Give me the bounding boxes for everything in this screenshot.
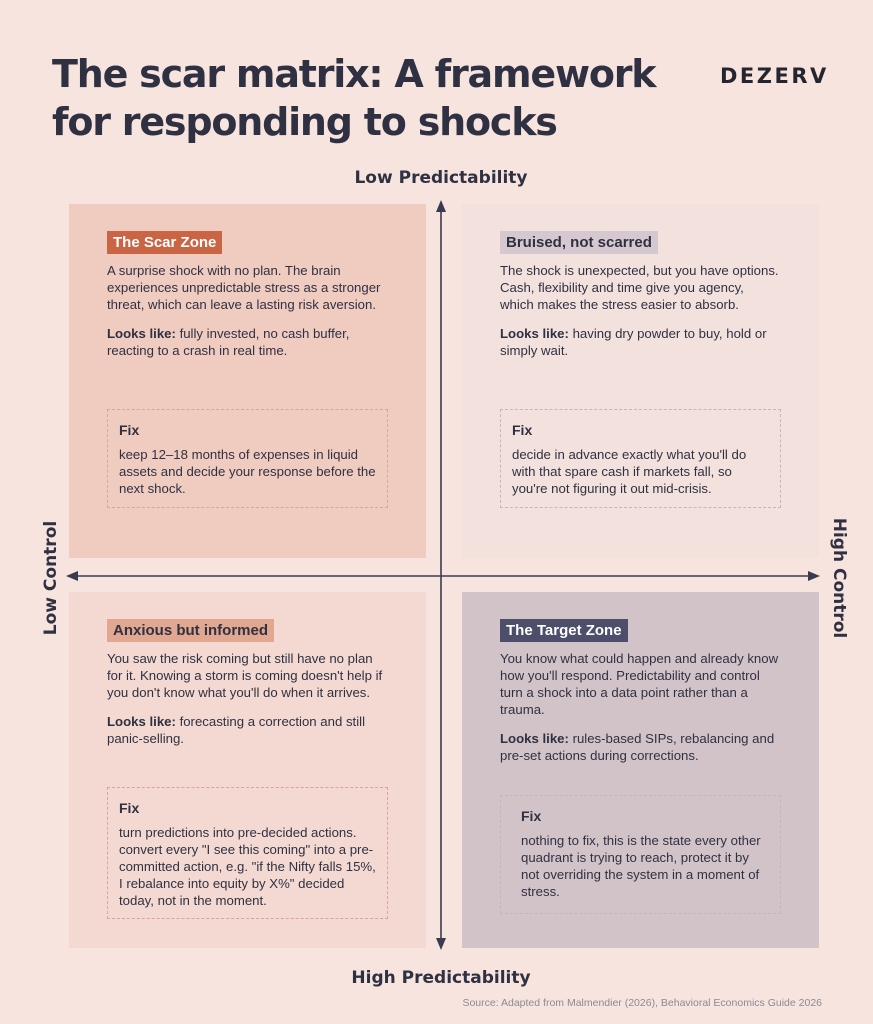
- looks-like-label: Looks like:: [500, 731, 569, 746]
- fix-title: Fix: [119, 422, 140, 438]
- axis-label-top: Low Predictability: [354, 168, 528, 188]
- fix-title: Fix: [512, 422, 533, 438]
- quadrant-description: The shock is unexpected, but you have options. Cash, flexibility and time give you agency, which makes the stress easier to absorb.: [500, 263, 779, 312]
- quadrant-description: You saw the risk coming but still have no plan for it. Knowing a storm is coming doesn't help if you don't know what you'll do when it arrives.: [107, 651, 383, 700]
- looks-like-label: Looks like:: [500, 326, 569, 341]
- fix-title: Fix: [119, 800, 140, 816]
- fix-text: turn predictions into pre-decided actions. convert every "I see this coming" into a pre-committed action, e.g. "if the Nifty falls 15%, I rebalance into equity by X%" decided today, not in the moment.: [119, 825, 376, 908]
- looks-like-label: Looks like:: [107, 714, 176, 729]
- page-title: The scar matrix: A framework for responding to shocks: [52, 52, 656, 144]
- fix-title: Fix: [521, 808, 542, 824]
- arrow-left-icon: [66, 571, 78, 581]
- quadrant-description: A surprise shock with no plan. The brain experiences unpredictable stress as a stronger threat, which can leave a lasting risk aversion.: [107, 263, 381, 312]
- quadrant-label: Bruised, not scarred: [500, 231, 658, 254]
- brand-logo: DEZERV: [720, 64, 829, 88]
- fix-text: nothing to fix, this is the state every other quadrant is trying to reach, protect it by not overriding the system in a moment of stress.: [521, 833, 761, 899]
- arrow-right-icon: [808, 571, 820, 581]
- fix-text: keep 12–18 months of expenses in liquid assets and decide your response before the next shock.: [119, 447, 376, 496]
- axis-label-right: High Control: [829, 517, 849, 639]
- arrow-down-icon: [436, 938, 446, 950]
- looks-like-value: fully invested, no cash buffer, reacting to a crash in real time.: [107, 326, 350, 358]
- looks-like-value: rules-based SIPs, rebalancing and pre-set actions during corrections.: [500, 731, 775, 763]
- source-note: Source: Adapted from Malmendier (2026), Behavioral Economics Guide 2026: [462, 997, 822, 1009]
- looks-like-label: Looks like:: [107, 326, 176, 341]
- quadrant-label: Anxious but informed: [107, 619, 274, 642]
- quadrant-description: You know what could happen and already know how you'll respond. Predictability and control turn a shock into a data point rather than a trauma.: [500, 651, 779, 717]
- quadrant-label: The Scar Zone: [107, 231, 222, 254]
- looks-like-value: forecasting a correction and still panic-selling.: [107, 714, 366, 746]
- axis-label-bottom: High Predictability: [351, 968, 531, 988]
- axis-label-left: Low Control: [41, 520, 61, 636]
- fix-text: decide in advance exactly what you'll do with that spare cash if markets fall, so you're not figuring it out mid-crisis.: [512, 447, 747, 496]
- arrow-up-icon: [436, 200, 446, 212]
- quadrant-label: The Target Zone: [500, 619, 628, 642]
- looks-like-value: having dry powder to buy, hold or simply wait.: [500, 326, 767, 358]
